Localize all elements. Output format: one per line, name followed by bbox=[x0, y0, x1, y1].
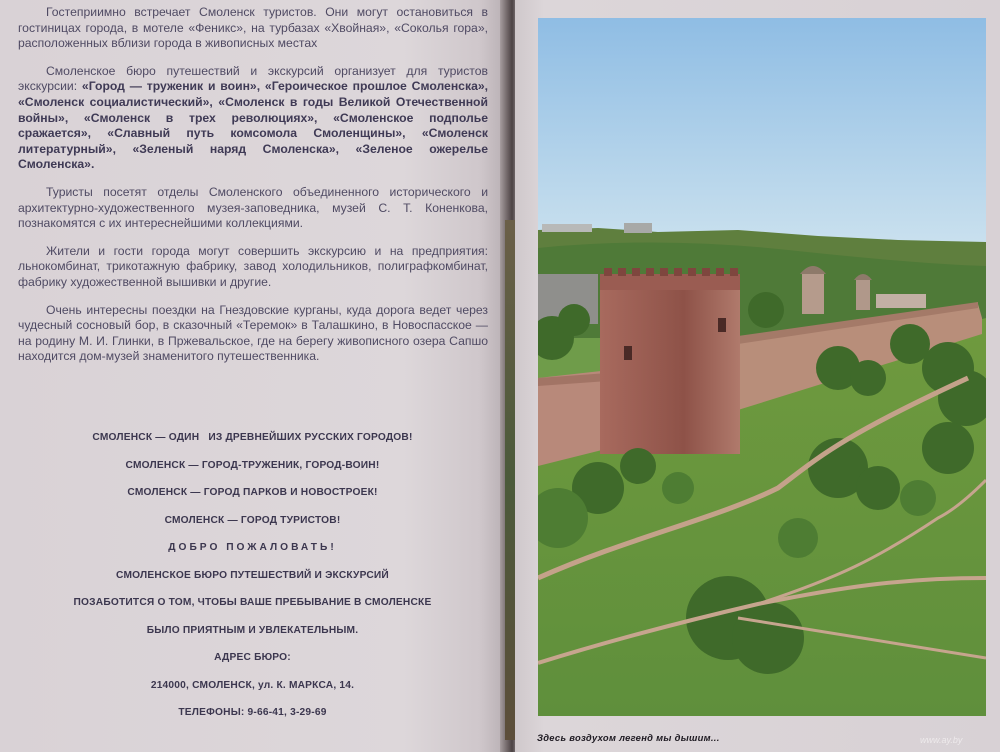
slogan-welcome: ДОБРО ПОЖАЛОВАТЬ! bbox=[168, 542, 337, 553]
slogan-ancient-city: СМОЛЕНСК — ОДИН ИЗ ДРЕВНЕЙШИХ РУССКИХ ГОРОДОВ! bbox=[92, 432, 413, 443]
bureau-pleasant: БЫЛО ПРИЯТНЫМ И УВЛЕКАТЕЛЬНЫМ. bbox=[146, 624, 359, 636]
photo-caption: Здесь воздухом легенд мы дышим... bbox=[537, 732, 720, 743]
paragraph-hotels: Гостеприимно встречает Смоленск туристов. Они могут остановиться в гостиницах города, в мотеле «Феникс», на турбазах «Хвойная», «Соколья гора», расположенных вблизи города в живописных местах bbox=[18, 5, 488, 51]
kremlin-wall-photo bbox=[538, 18, 986, 716]
kremlin-wall-illustration bbox=[538, 18, 986, 716]
paragraph-enterprises: Жители и гости города могут совершить экскурсию и на предприятия: льнокомбинат, трикотажную фабрику, завод холодильников, полиграфкомбинат, фабрику художественной вышивки и другие. bbox=[18, 243, 488, 289]
paragraph-trips: Очень интересны поездки на Гнездовские курганы, куда дорога ведет через чудесный сосновый бор, в сказочный «Теремок» в Талашкино, в Новоспасское — на родину М. И. Глинки, в Пржевальское, где на берегу живописного озера Сапшо находится дом-музей знаменитого путешественника. bbox=[18, 302, 488, 364]
facing-edge-shadow bbox=[505, 220, 515, 740]
watermark: www.ay.by bbox=[920, 735, 963, 745]
fortress-tower bbox=[600, 276, 740, 454]
paragraph-museums: Туристы посетят отделы Смоленского объединенного исторического и архитектурно-художественного музея-заповедника, музей С. Т. Коненкова, познакомятся с их интереснейшими коллекциями. bbox=[18, 184, 488, 231]
sky bbox=[538, 18, 986, 243]
address-line: 214000, СМОЛЕНСК, ул. К. МАРКСА, 14. bbox=[150, 679, 355, 691]
slogan-worker-warrior: СМОЛЕНСК — ГОРОД-ТРУЖЕНИК, ГОРОД-ВОИН! bbox=[125, 459, 380, 471]
text-block bbox=[18, 0, 488, 377]
bureau-name: СМОЛЕНСКОЕ БЮРО ПУТЕШЕСТВИЙ И ЭКСКУРСИЙ bbox=[116, 569, 389, 581]
distant-buildings bbox=[542, 224, 592, 232]
excursions-intro: Смоленское бюро путешествий и экскурсий организует для туристов экскурсии: bbox=[18, 63, 488, 94]
address-heading: АДРЕС БЮРО: bbox=[214, 652, 291, 663]
slogan-parks: СМОЛЕНСК — ГОРОД ПАРКОВ И НОВОСТРОЕК! bbox=[127, 487, 378, 498]
slogan-tourists: СМОЛЕНСК — ГОРОД ТУРИСТОВ! bbox=[164, 514, 341, 526]
bureau-care: ПОЗАБОТИТСЯ О ТОМ, ЧТОБЫ ВАШЕ ПРЕБЫВАНИЕ В СМОЛЕНСКЕ bbox=[73, 597, 432, 608]
excursions-list: «Город — труженик и воин», «Героическое прошлое Смоленска», «Смоленск социалистический», «Смоленск в годы Великой Отечественной войны», «Смоленск в трех революциях», «Смоленское подполье сражается», «Славный путь комсомола Смоленщины», «Смоленск литературный», «Зеленый наряд Смоленска», «Зеленое ожерелье Смоленска». bbox=[18, 79, 489, 172]
paragraph-excursions bbox=[18, 64, 488, 173]
slogans-block bbox=[0, 424, 505, 727]
tower-window bbox=[624, 346, 632, 360]
phones-line: ТЕЛЕФОНЫ: 9-66-41, 3-29-69 bbox=[178, 707, 327, 718]
church bbox=[802, 274, 824, 314]
